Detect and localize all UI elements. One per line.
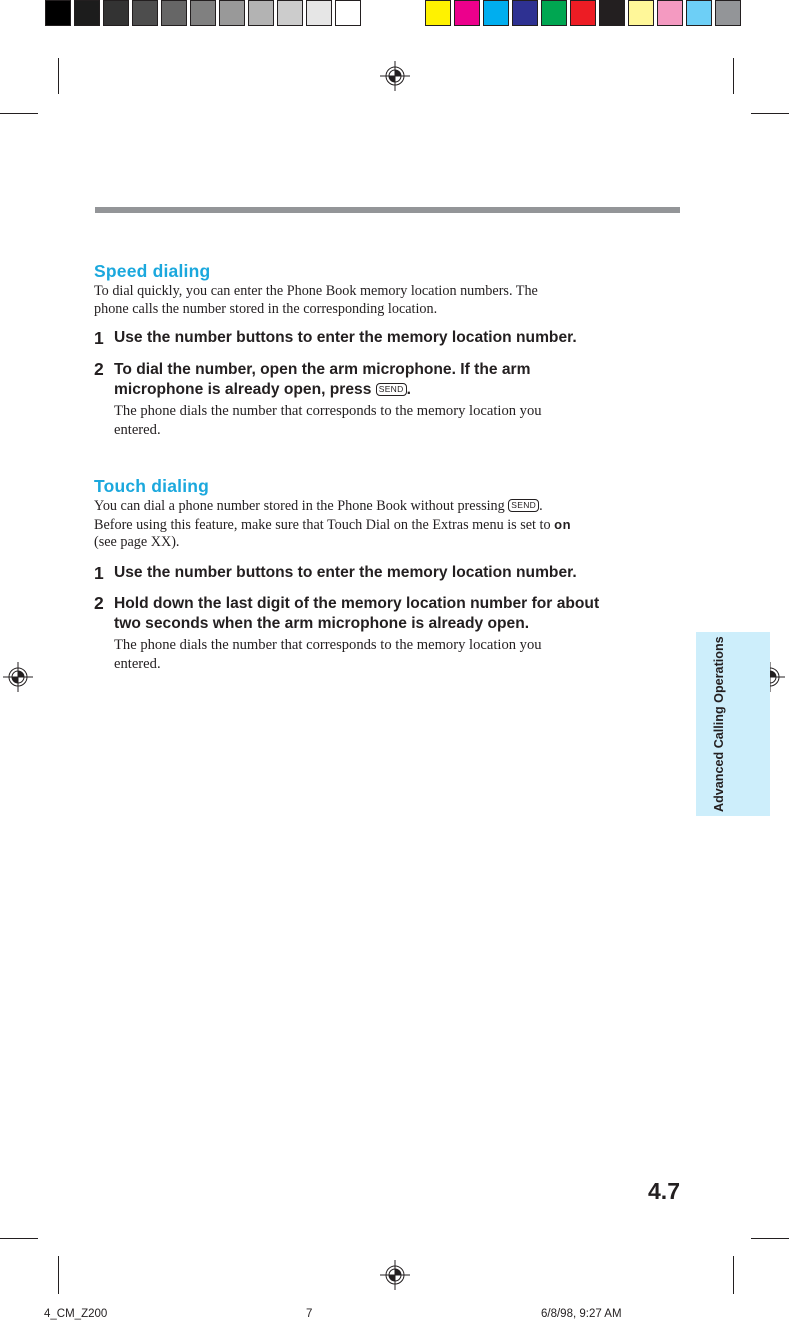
intro-period: . bbox=[539, 498, 543, 514]
color-swatch bbox=[45, 0, 71, 26]
step-instruction bbox=[114, 360, 679, 400]
result-line: The phone dials the number that corresponds to the memory location you bbox=[114, 637, 542, 653]
step-result bbox=[114, 402, 679, 440]
color-swatch bbox=[306, 0, 332, 26]
chapter-side-tab bbox=[696, 632, 770, 816]
step-suffix: . bbox=[406, 381, 411, 398]
page-number: 4.7 bbox=[648, 1178, 680, 1204]
color-swatch bbox=[657, 0, 683, 26]
result-line: entered. bbox=[114, 422, 161, 438]
crop-mark bbox=[0, 1238, 38, 1239]
touch-dialing-heading: Touch dialing bbox=[94, 476, 210, 496]
step-line: To dial the number, open the arm microphone. If the arm bbox=[114, 361, 531, 378]
intro-line: phone calls the number stored in the corresponding location. bbox=[94, 300, 438, 317]
touch-dialing-intro bbox=[94, 498, 679, 552]
crop-mark bbox=[58, 58, 59, 94]
color-swatch bbox=[454, 0, 480, 26]
process-color-bar bbox=[425, 0, 741, 26]
color-swatch bbox=[512, 0, 538, 26]
step-number: 2 bbox=[94, 593, 104, 613]
color-swatch bbox=[74, 0, 100, 26]
result-line: entered. bbox=[114, 656, 161, 672]
step-instruction: Use the number buttons to enter the memory location number. bbox=[114, 329, 577, 346]
color-swatch bbox=[132, 0, 158, 26]
intro-line: Before using this feature, make sure that Touch Dial on the Extras menu is set to bbox=[94, 516, 551, 533]
step-instruction: Use the number buttons to enter the memory location number. bbox=[114, 564, 577, 581]
speed-dialing-heading: Speed dialing bbox=[94, 261, 211, 281]
color-swatch bbox=[570, 0, 596, 26]
slug-page: 7 bbox=[306, 1308, 313, 1320]
registration-mark-icon bbox=[380, 1260, 410, 1290]
color-swatch bbox=[483, 0, 509, 26]
color-swatch bbox=[277, 0, 303, 26]
color-swatch bbox=[190, 0, 216, 26]
crop-mark bbox=[751, 113, 789, 114]
step-number: 1 bbox=[94, 563, 104, 583]
result-line: The phone dials the number that corresponds to the memory location you bbox=[114, 403, 542, 419]
crop-mark bbox=[733, 58, 734, 94]
color-swatch bbox=[103, 0, 129, 26]
color-swatch bbox=[335, 0, 361, 26]
intro-line: You can dial a phone number stored in the Phone Book without pressing bbox=[94, 498, 505, 514]
color-swatch bbox=[686, 0, 712, 26]
color-swatch bbox=[219, 0, 245, 26]
on-setting-glyph: on bbox=[554, 516, 572, 532]
crop-mark bbox=[751, 1238, 789, 1239]
slug-date: 6/8/98, 9:27 AM bbox=[541, 1308, 622, 1320]
color-swatch bbox=[628, 0, 654, 26]
color-swatch bbox=[161, 0, 187, 26]
intro-line: To dial quickly, you can enter the Phone Book memory location numbers. The bbox=[94, 283, 538, 299]
crop-mark bbox=[733, 1256, 734, 1294]
step-instruction bbox=[114, 594, 679, 634]
crop-mark bbox=[0, 113, 38, 114]
step-number: 2 bbox=[94, 359, 104, 379]
step-line: two seconds when the arm microphone is already open. bbox=[114, 615, 530, 632]
color-swatch bbox=[715, 0, 741, 26]
intro-line: (see page XX). bbox=[94, 534, 180, 551]
step-line: microphone is already open, press bbox=[114, 381, 372, 398]
registration-mark-icon bbox=[380, 61, 410, 91]
grayscale-color-bar bbox=[45, 0, 361, 26]
send-key-icon: SEND bbox=[376, 383, 407, 396]
slug-filename: 4_CM_Z200 bbox=[44, 1308, 108, 1320]
step-result bbox=[114, 636, 679, 674]
registration-mark-icon bbox=[3, 662, 33, 692]
color-swatch bbox=[425, 0, 451, 26]
color-swatch bbox=[599, 0, 625, 26]
step-number: 1 bbox=[94, 328, 104, 348]
step-line: Hold down the last digit of the memory location number for about bbox=[114, 595, 600, 612]
speed-dialing-intro bbox=[94, 283, 679, 318]
chapter-side-tab-label: Advanced Calling Operations bbox=[712, 636, 726, 812]
color-swatch bbox=[248, 0, 274, 26]
color-swatch bbox=[541, 0, 567, 26]
header-rule bbox=[95, 207, 680, 213]
send-key-icon: SEND bbox=[508, 499, 539, 512]
crop-mark bbox=[58, 1256, 59, 1294]
